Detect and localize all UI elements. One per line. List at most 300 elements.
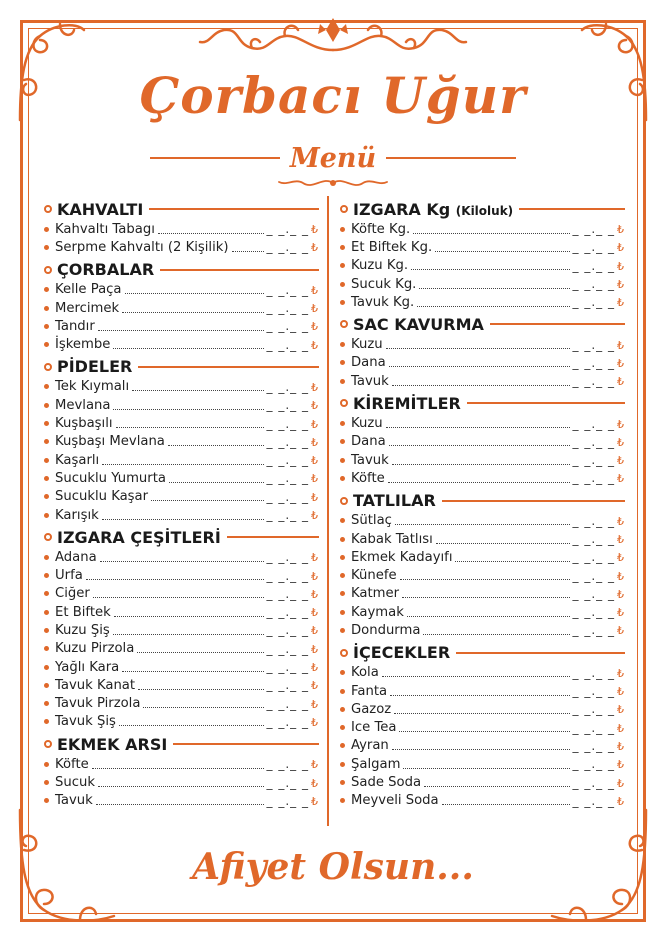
dot-leader bbox=[132, 390, 263, 391]
menu-item-name: Sucuk bbox=[55, 775, 95, 791]
menu-item-name: Kuzu bbox=[351, 337, 383, 353]
lira-icon: ₺ bbox=[617, 721, 625, 735]
dot-leader bbox=[122, 312, 263, 313]
menu-item bbox=[44, 488, 319, 506]
item-bullet-icon bbox=[340, 360, 345, 365]
item-bullet-icon bbox=[340, 573, 345, 578]
lira-icon: ₺ bbox=[311, 569, 319, 583]
menu-item bbox=[340, 335, 625, 353]
section-rule bbox=[467, 402, 625, 404]
item-bullet-icon bbox=[340, 282, 345, 287]
section-header bbox=[44, 259, 319, 281]
section-title bbox=[353, 315, 484, 334]
dot-leader bbox=[382, 676, 570, 677]
menu-item-name: Tavuk bbox=[351, 373, 389, 389]
section-title-text: TATLILAR bbox=[353, 491, 436, 511]
menu-item-price bbox=[573, 587, 625, 601]
section-title bbox=[57, 357, 132, 376]
menu-item-name: Tavuk bbox=[55, 793, 93, 809]
item-bullet-icon bbox=[340, 780, 345, 785]
lira-icon: ₺ bbox=[311, 302, 319, 316]
section-rule bbox=[173, 743, 319, 745]
menu-item-name: Tavuk Kanat bbox=[55, 677, 136, 693]
item-bullet-icon bbox=[340, 743, 345, 748]
section-ekmek-arsi bbox=[44, 733, 319, 810]
item-bullet-icon bbox=[44, 439, 49, 444]
menu-item-price bbox=[573, 295, 625, 309]
lira-icon: ₺ bbox=[617, 278, 625, 292]
price-placeholder: _ _._ _ bbox=[266, 453, 309, 468]
dot-leader bbox=[388, 482, 570, 483]
price-placeholder: _ _._ _ bbox=[572, 453, 615, 468]
menu-item-name: Ayran bbox=[351, 738, 389, 754]
lira-icon: ₺ bbox=[311, 758, 319, 772]
menu-item-price bbox=[267, 301, 319, 315]
menu-item-name: Mercimek bbox=[55, 300, 120, 316]
section-title bbox=[353, 491, 436, 510]
item-bullet-icon bbox=[44, 476, 49, 481]
dot-leader bbox=[232, 251, 264, 252]
menu-item bbox=[44, 396, 319, 414]
item-bullet-icon bbox=[44, 610, 49, 615]
menu-item-name: Meyveli Soda bbox=[351, 793, 439, 809]
dot-leader bbox=[125, 293, 264, 294]
item-bullet-icon bbox=[44, 646, 49, 651]
section-title bbox=[353, 200, 513, 219]
dot-leader bbox=[143, 707, 263, 708]
menu-item-name: Urfa bbox=[55, 568, 83, 584]
lira-icon: ₺ bbox=[617, 296, 625, 310]
item-bullet-icon bbox=[340, 689, 345, 694]
lira-icon: ₺ bbox=[311, 320, 319, 334]
menu-item-price bbox=[267, 697, 319, 711]
menu-item-name: Ekmek Kadayıfı bbox=[351, 549, 453, 565]
menu-item bbox=[340, 293, 625, 311]
item-bullet-icon bbox=[44, 555, 49, 560]
lira-icon: ₺ bbox=[617, 259, 625, 273]
section-rule bbox=[490, 323, 625, 325]
menu-item-name: Ice Tea bbox=[351, 720, 397, 736]
menu-item-name: Kahvaltı Tabagı bbox=[55, 221, 155, 237]
menu-item bbox=[340, 220, 625, 238]
menu-item bbox=[44, 469, 319, 487]
menu-item-price bbox=[573, 435, 625, 449]
price-placeholder: _ _._ _ bbox=[266, 641, 309, 656]
lira-icon: ₺ bbox=[617, 587, 625, 601]
section-kahvalti bbox=[44, 198, 319, 257]
lira-icon: ₺ bbox=[311, 776, 319, 790]
item-bullet-icon bbox=[340, 725, 345, 730]
lira-icon: ₺ bbox=[617, 666, 625, 680]
menu-item-name: Et Biftek Kg. bbox=[351, 239, 433, 255]
dot-leader bbox=[390, 695, 569, 696]
item-bullet-icon bbox=[44, 719, 49, 724]
dot-leader bbox=[386, 348, 570, 349]
lira-icon: ₺ bbox=[617, 417, 625, 431]
item-bullet-icon bbox=[44, 798, 49, 803]
section-bullet-icon bbox=[44, 740, 52, 748]
menu-item-price bbox=[267, 453, 319, 467]
section-title bbox=[57, 528, 221, 547]
menu-item-price bbox=[573, 453, 625, 467]
price-placeholder: _ _._ _ bbox=[266, 416, 309, 431]
menu-item-price bbox=[267, 471, 319, 485]
lira-icon: ₺ bbox=[311, 509, 319, 522]
menu-item-price bbox=[573, 338, 625, 352]
section-title-text: KİREMİTLER bbox=[353, 393, 461, 413]
dot-leader bbox=[113, 348, 263, 349]
price-placeholder: _ _._ _ bbox=[266, 471, 309, 486]
price-placeholder: _ _._ _ bbox=[266, 714, 309, 729]
menu-item-name: Tavuk bbox=[351, 452, 389, 468]
menu-item-name: Kuzu Şiş bbox=[55, 622, 110, 638]
section-title bbox=[57, 260, 154, 279]
dot-leader bbox=[96, 804, 264, 805]
section-rule bbox=[149, 208, 319, 210]
price-placeholder: _ _._ _ bbox=[266, 623, 309, 638]
menu-item bbox=[44, 713, 319, 731]
price-placeholder: _ _._ _ bbox=[572, 258, 615, 273]
menu-item-name: Kuşbaşı Mevlana bbox=[55, 434, 165, 450]
dot-leader bbox=[389, 366, 570, 367]
menu-item bbox=[340, 548, 625, 566]
price-placeholder: _ _._ _ bbox=[572, 605, 615, 620]
price-placeholder: _ _._ _ bbox=[266, 222, 309, 237]
price-placeholder: _ _._ _ bbox=[572, 775, 615, 790]
menu-item bbox=[44, 621, 319, 639]
item-bullet-icon bbox=[340, 379, 345, 384]
lira-icon: ₺ bbox=[617, 472, 625, 486]
item-bullet-icon bbox=[44, 324, 49, 329]
lira-icon: ₺ bbox=[617, 514, 625, 528]
menu-item-price bbox=[573, 550, 625, 564]
section-izgara-kg bbox=[340, 198, 625, 311]
footer-greeting: Afiyet Olsun... bbox=[192, 846, 474, 888]
lira-icon: ₺ bbox=[311, 472, 319, 486]
price-placeholder: _ _._ _ bbox=[572, 513, 615, 528]
menu-item bbox=[44, 220, 319, 238]
lira-icon: ₺ bbox=[311, 697, 319, 711]
section-bullet-icon bbox=[44, 205, 52, 213]
lira-icon: ₺ bbox=[617, 338, 625, 352]
menu-item-name: Karışık bbox=[55, 507, 99, 523]
menu-item-price bbox=[573, 794, 625, 808]
price-placeholder: _ _._ _ bbox=[572, 222, 615, 237]
dot-leader bbox=[417, 306, 569, 307]
item-bullet-icon bbox=[44, 287, 49, 292]
price-placeholder: _ _._ _ bbox=[266, 508, 309, 522]
item-bullet-icon bbox=[340, 439, 345, 444]
item-bullet-icon bbox=[340, 227, 345, 232]
price-placeholder: _ _._ _ bbox=[266, 568, 309, 583]
price-placeholder: _ _._ _ bbox=[572, 416, 615, 431]
menu-item bbox=[340, 372, 625, 390]
lira-icon: ₺ bbox=[311, 338, 319, 352]
restaurant-name: Çorbacı Uğur bbox=[139, 66, 527, 125]
menu-item-price bbox=[573, 532, 625, 546]
price-placeholder: _ _._ _ bbox=[266, 301, 309, 316]
section-title-text: IZGARA Kg bbox=[353, 199, 451, 219]
menu-item bbox=[340, 719, 625, 737]
menu-item-name: Sütlaç bbox=[351, 513, 392, 529]
item-bullet-icon bbox=[44, 628, 49, 633]
menu-item bbox=[44, 548, 319, 566]
menu-item-price bbox=[267, 715, 319, 729]
lira-icon: ₺ bbox=[617, 776, 625, 790]
menu-item bbox=[44, 695, 319, 713]
price-placeholder: _ _._ _ bbox=[572, 550, 615, 565]
price-placeholder: _ _._ _ bbox=[572, 665, 615, 680]
menu-item-price bbox=[267, 678, 319, 692]
section-kiremitler bbox=[340, 392, 625, 487]
section-header bbox=[44, 526, 319, 548]
menu-item bbox=[340, 530, 625, 548]
menu-item bbox=[340, 414, 625, 432]
menu-item bbox=[44, 566, 319, 584]
lira-icon: ₺ bbox=[617, 454, 625, 468]
section-rule bbox=[138, 366, 319, 368]
dot-leader bbox=[93, 597, 264, 598]
dot-leader bbox=[102, 519, 264, 520]
dot-leader bbox=[113, 634, 264, 635]
menu-item-price bbox=[267, 435, 319, 449]
price-placeholder: _ _._ _ bbox=[266, 282, 309, 297]
dot-leader bbox=[114, 616, 264, 617]
menu-item-name: İşkembe bbox=[55, 337, 111, 353]
menu-item-price bbox=[573, 514, 625, 528]
item-bullet-icon bbox=[340, 798, 345, 803]
menu-item bbox=[44, 755, 319, 773]
lira-icon: ₺ bbox=[311, 587, 319, 601]
menu-item-price bbox=[267, 490, 319, 504]
menu-item-price bbox=[573, 240, 625, 254]
menu-item bbox=[44, 658, 319, 676]
price-placeholder: _ _._ _ bbox=[572, 623, 615, 638]
menu-item-price bbox=[267, 605, 319, 619]
lira-icon: ₺ bbox=[311, 679, 319, 693]
dot-leader bbox=[119, 725, 264, 726]
dot-leader bbox=[394, 713, 569, 714]
menu-item-price bbox=[267, 398, 319, 412]
item-bullet-icon bbox=[340, 555, 345, 560]
menu-item bbox=[44, 414, 319, 432]
item-bullet-icon bbox=[44, 342, 49, 347]
menu-item bbox=[44, 299, 319, 317]
subtitle-line-right bbox=[386, 157, 516, 159]
price-placeholder: _ _._ _ bbox=[572, 793, 615, 808]
dot-leader bbox=[158, 233, 264, 234]
lira-icon: ₺ bbox=[311, 380, 319, 394]
price-placeholder: _ _._ _ bbox=[266, 586, 309, 601]
menu-item-name: Kelle Paça bbox=[55, 282, 122, 298]
section-header bbox=[340, 313, 625, 335]
section-bullet-icon bbox=[44, 266, 52, 274]
lira-icon: ₺ bbox=[617, 624, 625, 638]
price-placeholder: _ _._ _ bbox=[572, 374, 615, 389]
menu-item bbox=[340, 792, 625, 810]
lira-icon: ₺ bbox=[617, 551, 625, 565]
menu-item-name: Katmer bbox=[351, 586, 400, 602]
item-bullet-icon bbox=[340, 518, 345, 523]
menu-item bbox=[44, 378, 319, 396]
section-title-text: İÇECEKLER bbox=[353, 643, 451, 663]
menu-item bbox=[44, 506, 319, 524]
menu-item bbox=[44, 451, 319, 469]
menu-item-name: Sucuklu Kaşar bbox=[55, 489, 149, 505]
dot-leader bbox=[113, 409, 263, 410]
dot-leader bbox=[169, 482, 264, 483]
menu-item bbox=[44, 603, 319, 621]
price-placeholder: _ _._ _ bbox=[572, 337, 615, 352]
menu-item bbox=[340, 621, 625, 639]
lira-icon: ₺ bbox=[617, 435, 625, 449]
menu-item-name: Kaşarlı bbox=[55, 452, 100, 468]
section-header bbox=[44, 198, 319, 220]
menu-item bbox=[340, 433, 625, 451]
menu-item-name: Dana bbox=[351, 434, 386, 450]
price-placeholder: _ _._ _ bbox=[572, 720, 615, 735]
menu-item-price bbox=[267, 569, 319, 583]
dot-leader bbox=[455, 561, 569, 562]
menu-item-price bbox=[573, 569, 625, 583]
dot-leader bbox=[407, 616, 570, 617]
item-bullet-icon bbox=[44, 683, 49, 688]
menu-item bbox=[44, 238, 319, 256]
lira-icon: ₺ bbox=[617, 758, 625, 772]
price-placeholder: _ _._ _ bbox=[572, 434, 615, 449]
menu-item-price bbox=[573, 259, 625, 273]
menu-item bbox=[44, 676, 319, 694]
item-bullet-icon bbox=[340, 670, 345, 675]
menu-item bbox=[44, 317, 319, 335]
dot-leader bbox=[389, 445, 570, 446]
menu-item-price bbox=[573, 684, 625, 698]
menu-item-name: Tandır bbox=[55, 318, 95, 334]
menu-item-price bbox=[267, 319, 319, 333]
menu-item bbox=[340, 275, 625, 293]
section-rule bbox=[456, 652, 625, 654]
price-placeholder: _ _._ _ bbox=[266, 550, 309, 565]
lira-icon: ₺ bbox=[617, 703, 625, 717]
menu-item bbox=[340, 755, 625, 773]
item-bullet-icon bbox=[44, 762, 49, 767]
dot-leader bbox=[386, 427, 570, 428]
menu-item-price bbox=[573, 702, 625, 716]
menu-item bbox=[340, 700, 625, 718]
item-bullet-icon bbox=[44, 494, 49, 499]
item-bullet-icon bbox=[340, 421, 345, 426]
menu-item bbox=[44, 640, 319, 658]
dot-leader bbox=[419, 288, 569, 289]
menu-item bbox=[340, 451, 625, 469]
lira-icon: ₺ bbox=[311, 399, 319, 413]
section-bullet-icon bbox=[340, 320, 348, 328]
section-sac-kavurma bbox=[340, 313, 625, 390]
menu-item-price bbox=[573, 757, 625, 771]
item-bullet-icon bbox=[44, 227, 49, 232]
menu-item-name: Tek Kıymalı bbox=[55, 379, 130, 395]
menu-item-price bbox=[267, 660, 319, 674]
dot-leader bbox=[411, 269, 570, 270]
menu-item-name: Künefe bbox=[351, 568, 397, 584]
item-bullet-icon bbox=[340, 628, 345, 633]
section-bullet-icon bbox=[340, 205, 348, 213]
section-rule bbox=[227, 536, 319, 538]
menu-item-price bbox=[573, 721, 625, 735]
menu-item bbox=[340, 664, 625, 682]
price-placeholder: _ _._ _ bbox=[266, 240, 309, 255]
menu-item-name: Fanta bbox=[351, 683, 388, 699]
section-title-text: EKMEK ARSI bbox=[57, 734, 168, 754]
menu-item-name: Kaymak bbox=[351, 604, 404, 620]
menu-item-price bbox=[267, 776, 319, 790]
menu-item bbox=[340, 585, 625, 603]
section-icecekler bbox=[340, 642, 625, 810]
menu-item-name: Dana bbox=[351, 355, 386, 371]
item-bullet-icon bbox=[340, 537, 345, 542]
menu-item-name: Kuşbaşılı bbox=[55, 416, 113, 432]
item-bullet-icon bbox=[340, 245, 345, 250]
lira-icon: ₺ bbox=[617, 569, 625, 583]
dot-leader bbox=[116, 427, 264, 428]
item-bullet-icon bbox=[44, 573, 49, 578]
price-placeholder: _ _._ _ bbox=[266, 678, 309, 693]
item-bullet-icon bbox=[44, 458, 49, 463]
menu-item-name: Köfte bbox=[351, 470, 385, 486]
section-bullet-icon bbox=[340, 497, 348, 505]
section-title-text: IZGARA ÇEŞİTLERİ bbox=[57, 527, 221, 547]
price-placeholder: _ _._ _ bbox=[572, 295, 615, 310]
dot-leader bbox=[151, 500, 263, 501]
item-bullet-icon bbox=[44, 665, 49, 670]
menu-item-name: Yağlı Kara bbox=[55, 659, 120, 675]
item-bullet-icon bbox=[44, 384, 49, 389]
menu-item-price bbox=[573, 222, 625, 236]
subtitle-line-left bbox=[150, 157, 280, 159]
menu-item-name: Tavuk Kg. bbox=[351, 294, 415, 310]
menu-item bbox=[340, 773, 625, 791]
item-bullet-icon bbox=[340, 458, 345, 463]
dot-leader bbox=[403, 768, 569, 769]
menu-column-right bbox=[340, 196, 625, 810]
menu-item-price bbox=[267, 757, 319, 771]
section-rule bbox=[519, 208, 625, 210]
section-bullet-icon bbox=[340, 649, 348, 657]
dot-leader bbox=[436, 543, 570, 544]
menu-item-name: Kuzu Kg. bbox=[351, 258, 409, 274]
top-ornament-icon bbox=[190, 14, 476, 58]
section-header bbox=[340, 490, 625, 512]
price-placeholder: _ _._ _ bbox=[266, 605, 309, 620]
price-placeholder: _ _._ _ bbox=[266, 337, 309, 352]
menu-item-price bbox=[267, 222, 319, 236]
menu-item-name: Kuzu bbox=[351, 416, 383, 432]
dot-leader bbox=[98, 330, 264, 331]
dot-leader bbox=[100, 561, 264, 562]
section-title-text: ÇORBALAR bbox=[57, 260, 155, 280]
price-placeholder: _ _._ _ bbox=[266, 696, 309, 711]
section-rule bbox=[160, 269, 319, 271]
item-bullet-icon bbox=[340, 610, 345, 615]
lira-icon: ₺ bbox=[311, 715, 319, 729]
section-title bbox=[353, 643, 450, 662]
menu-item-price bbox=[267, 642, 319, 656]
menu-item-name: Ciğer bbox=[55, 586, 90, 602]
price-placeholder: _ _._ _ bbox=[266, 660, 309, 675]
dot-leader bbox=[423, 634, 569, 635]
menu-item-price bbox=[573, 374, 625, 388]
lira-icon: ₺ bbox=[311, 661, 319, 675]
